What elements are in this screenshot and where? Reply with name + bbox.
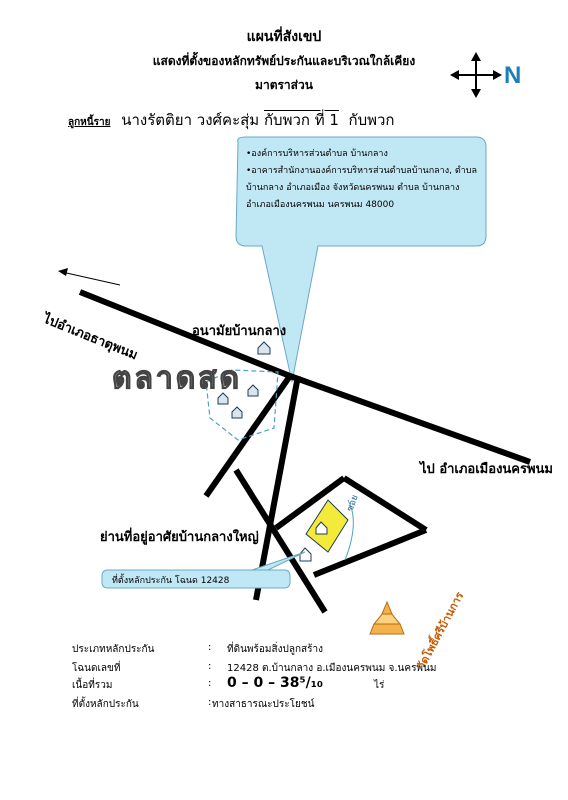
callout-line-3: บ้านกลาง อำเภอเมือง จังหวัดนครพนม ตำบล บ้านกลาง [246, 183, 460, 193]
debtor-group-2: กับพวก [348, 111, 395, 129]
roads [80, 292, 530, 612]
detail-label: ประเภทหลักประกัน [72, 644, 155, 655]
house-icon [248, 385, 258, 396]
health-center-label: อนามัยบ้านกลาง [192, 324, 287, 339]
page-title: แผนที่สังเขป [246, 29, 322, 45]
detail-value: ทางสาธารณะประโยชน์ [212, 699, 315, 710]
detail-label: ที่ตั้งหลักประกัน [72, 699, 139, 710]
debtor-label: ลูกหนี้ราย [68, 117, 111, 128]
callout-text [246, 146, 478, 214]
lane-label: ซอย [345, 493, 361, 514]
detail-label: โฉนดเลขที่ [72, 663, 121, 674]
collateral-location-label: ที่ตั้งหลักประกัน โฉนด 12428 [112, 576, 230, 586]
detail-row-area: เนื้อที่รวม : 0 – 0 – 38⁵/₁₀ ไร่ [72, 675, 385, 691]
detail-row-location: ที่ตั้งหลักประกัน : ทางสาธารณะประโยชน์ [72, 697, 315, 710]
callout-line-1: •องค์การบริหารส่วนตำบล บ้านกลาง [246, 149, 388, 159]
compass-north-letter: N [504, 62, 522, 89]
house-icon [232, 407, 242, 418]
residential-label: ย่านที่อยู่อาศัยบ้านกลางใหญ่ [100, 530, 259, 545]
collateral-parcel [306, 500, 348, 552]
road-right-label: ไป อำเภอเมืองนครพนม [420, 462, 554, 477]
scale-label: มาตราส่วน [255, 78, 313, 92]
debtor-name: นางรัตติยา วงศ์คะสุ่ม [121, 111, 260, 129]
temple-icon [370, 602, 404, 634]
market-label: ตลาดสด [112, 361, 242, 396]
house-icon [300, 548, 311, 561]
detail-value: 0 – 0 – 38⁵/₁₀ [227, 675, 323, 691]
callout-line-2: •อาคารสำนักงานองค์การบริหารส่วนตำบลบ้านกลาง, ตำบล [246, 166, 477, 176]
direction-arrow [62, 272, 120, 285]
house-icon [258, 342, 270, 354]
detail-row-type: ประเภทหลักประกัน : ที่ดินพร้อมสิ่งปลูกสร้าง [72, 642, 323, 655]
page-subtitle: แสดงที่ตั้งของหลักทรัพย์ประกันและบริเวณใกล้เคียง [152, 54, 416, 68]
arrow-head-icon [58, 268, 68, 276]
debtor-group-1: กับพวก ที่ 1 [263, 111, 339, 129]
detail-value: 12428 ต.บ้านกลาง อ.เมืองนครพนม จ.นครพนม [227, 663, 437, 674]
temple-label: วัดโพธิ์ศรีบ้านการ [414, 589, 467, 672]
callout-line-4: อำเภอเมืองนครพนม นครพนม 48000 [246, 200, 395, 210]
road-left-label: ไปอำเภอธาตุพนม [40, 311, 140, 364]
detail-row-deed: โฉนดเลขที่ : 12428 ต.บ้านกลาง อ.เมืองนครพนม จ.นครพนม [72, 661, 437, 674]
detail-label: เนื้อที่รวม [72, 680, 113, 691]
detail-unit: ไร่ [374, 680, 385, 691]
road-to-nakhonphanom [290, 376, 530, 462]
detail-value: ที่ดินพร้อมสิ่งปลูกสร้าง [227, 644, 323, 655]
